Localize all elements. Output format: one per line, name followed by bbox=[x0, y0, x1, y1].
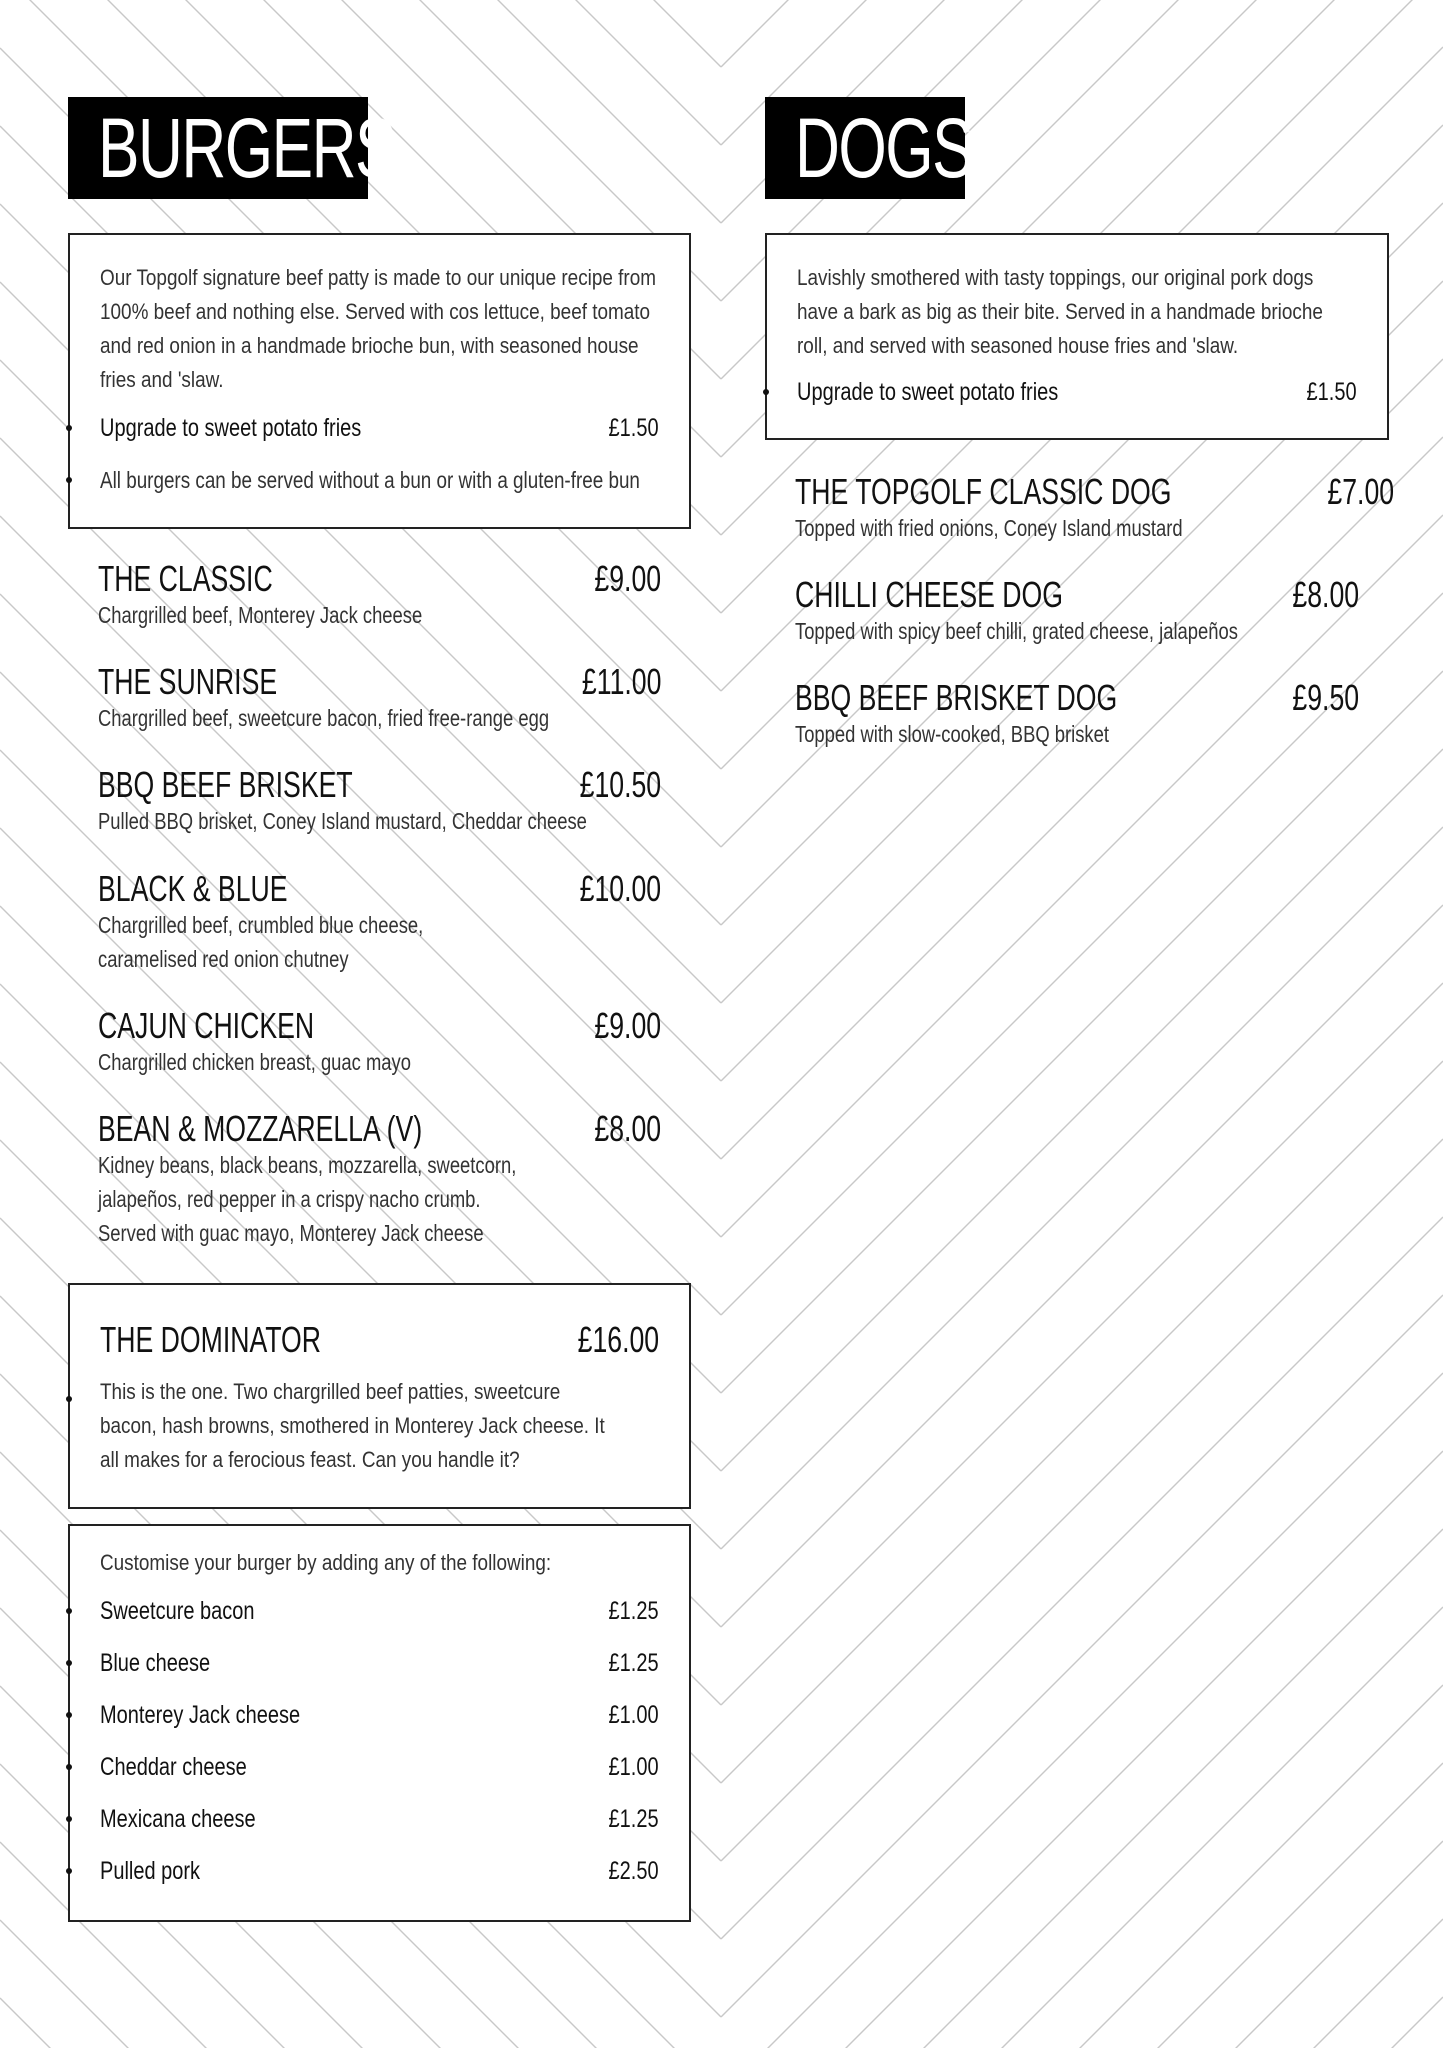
extra-row bbox=[100, 1750, 659, 1784]
burgers-intro-box bbox=[68, 233, 691, 529]
extra-label: Mexicana cheese bbox=[100, 1804, 256, 1833]
item-name: THE SUNRISE bbox=[98, 661, 278, 702]
item-name: BBQ BEEF BRISKET bbox=[98, 764, 353, 805]
item-name: CAJUN CHICKEN bbox=[98, 1005, 315, 1046]
extra-label: Pulled pork bbox=[100, 1856, 201, 1885]
pattern-line bbox=[721, 0, 1443, 67]
item-description: Pulled BBQ brisket, Coney Island mustard, Cheddar cheese bbox=[98, 808, 587, 834]
item-price: £10.00 bbox=[579, 868, 661, 909]
extra-label: Sweetcure bacon bbox=[100, 1596, 255, 1625]
bullet-dot bbox=[66, 1608, 72, 1614]
menu-item-bean-and-mozzarella bbox=[98, 1108, 661, 1250]
pattern-line bbox=[721, 1607, 1443, 2048]
pattern-line bbox=[721, 1373, 1443, 2048]
item-name: BBQ BEEF BRISKET DOG bbox=[795, 677, 1118, 718]
dogs-upgrade-row bbox=[797, 375, 1357, 409]
pattern-line bbox=[721, 1685, 1443, 2048]
bullet-dot bbox=[66, 477, 72, 483]
item-name: THE CLASSIC bbox=[98, 558, 273, 599]
menu-item-topgolf-classic-dog bbox=[795, 471, 1394, 545]
menu-item-the-sunrise bbox=[98, 661, 661, 735]
extra-row bbox=[100, 1594, 659, 1628]
pattern-line bbox=[721, 905, 1443, 1627]
pattern-line bbox=[0, 1998, 721, 2048]
dominator-price: £16.00 bbox=[577, 1319, 659, 1360]
item-description: Chargrilled beef, Monterey Jack cheese bbox=[98, 602, 423, 628]
pattern-line bbox=[721, 983, 1443, 1705]
extras-box bbox=[68, 1524, 691, 1922]
pattern-line bbox=[721, 827, 1443, 1549]
extra-row bbox=[100, 1646, 659, 1680]
bullet-dot bbox=[66, 1712, 72, 1718]
item-description: Kidney beans, black beans, mozzarella, sweetcorn, jalapeños, red pepper in a crispy nacho crumb. Served with guac mayo, Monterey Jack cheese bbox=[98, 1152, 517, 1246]
extra-row bbox=[100, 1854, 659, 1888]
burgers-upgrade-label: Upgrade to sweet potato fries bbox=[100, 413, 362, 442]
pattern-line bbox=[721, 1763, 1443, 2048]
pattern-line bbox=[721, 437, 1443, 1159]
extra-price: £1.25 bbox=[608, 1648, 659, 1677]
dominator-box bbox=[68, 1283, 691, 1509]
pattern-line bbox=[721, 1295, 1443, 2017]
item-name: BLACK & BLUE bbox=[98, 868, 288, 909]
bullet-dot bbox=[66, 1868, 72, 1874]
burgers-upgrade-price: £1.50 bbox=[608, 413, 659, 442]
menu-item-black-and-blue bbox=[98, 868, 661, 976]
item-price: £9.00 bbox=[594, 1005, 661, 1046]
menu-item-cajun-chicken bbox=[98, 1005, 661, 1079]
dominator-description: This is the one. Two chargrilled beef patties, sweetcure bacon, hash browns, smothered in Monterey Jack cheese. It all makes for a ferocious feast. Can you handle it? bbox=[100, 1379, 605, 1472]
bullet-dot bbox=[66, 1396, 72, 1402]
item-price: £11.00 bbox=[581, 661, 661, 702]
burgers-intro-description: Our Topgolf signature beef patty is made to our unique recipe from 100% beef and nothing else. Served with cos lettuce, beef tomato and red onion in a handmade brioche bun, with seasoned house fries and 'slaw. bbox=[100, 265, 657, 392]
item-description: Chargrilled beef, sweetcure bacon, fried free-range egg bbox=[98, 705, 550, 731]
menu-item-the-classic bbox=[98, 558, 661, 632]
bullet-dot bbox=[66, 425, 72, 431]
dogs-upgrade-label: Upgrade to sweet potato fries bbox=[797, 377, 1059, 406]
item-name: THE TOPGOLF CLASSIC DOG bbox=[795, 471, 1172, 512]
burgers-upgrade-row bbox=[100, 411, 659, 445]
menu-item-chilli-cheese-dog bbox=[795, 574, 1359, 648]
burgers-note-row bbox=[100, 463, 659, 497]
item-name: BEAN & MOZZARELLA (V) bbox=[98, 1108, 423, 1149]
burgers-heading: BURGERS bbox=[68, 97, 368, 199]
extra-price: £2.50 bbox=[608, 1856, 659, 1885]
extra-price: £1.00 bbox=[608, 1752, 659, 1781]
burgers-bun-note: All burgers can be served without a bun or with a gluten-free bun bbox=[100, 466, 640, 493]
extra-price: £1.25 bbox=[608, 1804, 659, 1833]
item-price: £9.00 bbox=[594, 558, 661, 599]
item-description: Topped with fried onions, Coney Island mustard bbox=[795, 515, 1183, 541]
dogs-heading: DOGS bbox=[765, 97, 965, 199]
pattern-line bbox=[721, 1997, 1443, 2048]
item-description: Topped with spicy beef chilli, grated cheese, jalapeños bbox=[795, 618, 1238, 644]
item-description: Topped with slow-cooked, BBQ brisket bbox=[795, 721, 1109, 747]
dogs-upgrade-price: £1.50 bbox=[1306, 377, 1357, 406]
bullet-dot bbox=[66, 1660, 72, 1666]
extra-label: Monterey Jack cheese bbox=[100, 1700, 301, 1729]
bullet-dot bbox=[763, 389, 769, 395]
item-price: £8.00 bbox=[1292, 574, 1359, 615]
bullet-dot bbox=[66, 1764, 72, 1770]
item-price: £8.00 bbox=[594, 1108, 661, 1149]
extras-intro: Customise your burger by adding any of the following: bbox=[100, 1550, 552, 1575]
pattern-line bbox=[721, 1451, 1443, 2048]
pattern-line bbox=[721, 1529, 1443, 2048]
pattern-line bbox=[721, 1919, 1443, 2048]
pattern-line bbox=[721, 671, 1443, 1393]
pattern-line bbox=[721, 1061, 1443, 1783]
item-name: CHILLI CHEESE DOG bbox=[795, 574, 1063, 615]
extra-price: £1.25 bbox=[608, 1596, 659, 1625]
extra-label: Blue cheese bbox=[100, 1648, 211, 1677]
extra-row bbox=[100, 1698, 659, 1732]
item-price: £7.00 bbox=[1327, 471, 1394, 512]
pattern-line bbox=[0, 1920, 721, 2048]
dogs-intro-box bbox=[765, 233, 1389, 440]
item-description: Chargrilled chicken breast, guac mayo bbox=[98, 1049, 411, 1075]
menu-item-bbq-beef-brisket-dog bbox=[795, 677, 1359, 751]
item-description: Chargrilled beef, crumbled blue cheese, caramelised red onion chutney bbox=[98, 912, 424, 972]
item-price: £9.50 bbox=[1292, 677, 1359, 718]
item-price: £10.50 bbox=[579, 764, 661, 805]
pattern-line bbox=[0, 0, 721, 67]
dogs-intro-description: Lavishly smothered with tasty toppings, our original pork dogs have a bark as big as their bite. Served in a handmade brioche roll, and served with seasoned house fries and 'slaw. bbox=[797, 265, 1323, 358]
bullet-dot bbox=[66, 1816, 72, 1822]
extra-label: Cheddar cheese bbox=[100, 1752, 247, 1781]
pattern-line bbox=[721, 1139, 1443, 1861]
menu-item-bbq-beef-brisket bbox=[98, 764, 661, 838]
extra-row bbox=[100, 1802, 659, 1836]
dominator-name: THE DOMINATOR bbox=[100, 1319, 322, 1360]
extra-price: £1.00 bbox=[608, 1700, 659, 1729]
pattern-line bbox=[721, 1217, 1443, 1939]
pattern-line bbox=[721, 749, 1443, 1471]
